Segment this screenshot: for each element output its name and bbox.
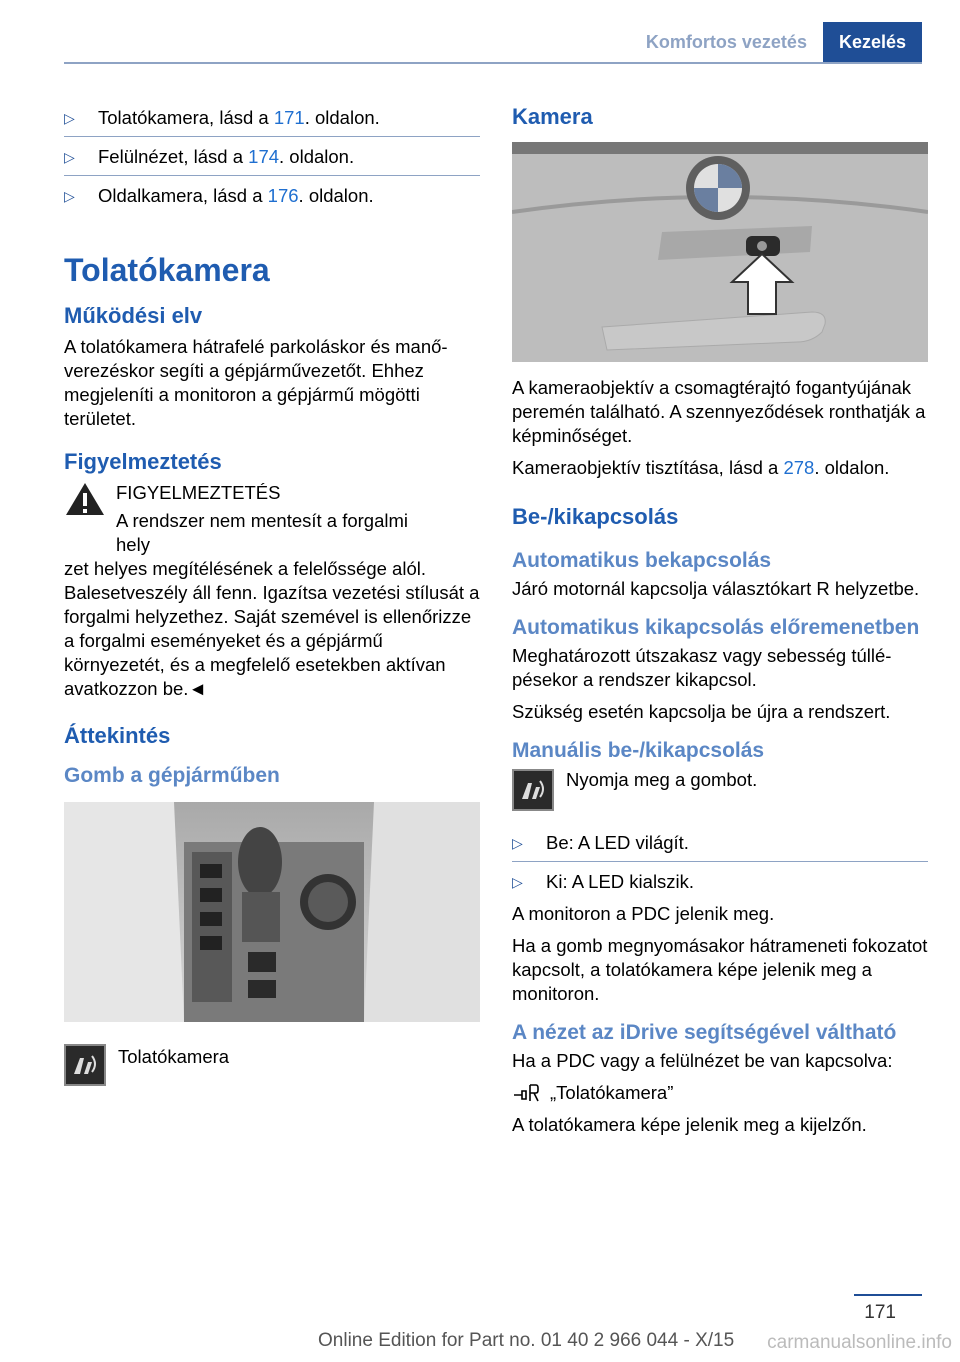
rear-camera-button-icon xyxy=(512,769,554,811)
auto-off-text1: Meghatározott útszakasz vagy sebesség túllépésekor a rendszer kikapcsol. xyxy=(512,645,892,690)
warning-text-first: A rendszer nem mentesít a forgalmi hely xyxy=(116,510,409,555)
menu-item-label[interactable]: „Tolatókamera” xyxy=(550,1082,674,1103)
header-divider xyxy=(64,62,922,64)
heading-on-off: Be-/kikapcsolás xyxy=(512,504,679,529)
heading-manual: Manuális be-/kikapcsolás xyxy=(512,739,765,762)
heading-camera: Kamera xyxy=(512,104,593,129)
right-column xyxy=(512,98,928,1145)
heading-auto-on: Automatikus bekapcsolás xyxy=(512,549,772,572)
footer xyxy=(0,1292,960,1362)
triangle-bullet-icon: ▷ xyxy=(64,110,75,126)
list-item xyxy=(512,862,928,902)
camera-location-image xyxy=(512,142,928,362)
triangle-bullet-icon: ▷ xyxy=(64,149,75,165)
edition-text: Online Edition for Part no. 01 40 2 966 044 - X/15 xyxy=(318,1330,735,1351)
list-item xyxy=(64,98,480,137)
camera-menu-icon xyxy=(512,1081,542,1105)
tab-operation[interactable]: Kezelés xyxy=(823,22,922,62)
list-item xyxy=(64,176,480,214)
list-item xyxy=(64,137,480,176)
cleaning-text xyxy=(512,456,928,480)
page-link[interactable]: 174 xyxy=(248,146,280,167)
menu-item-row xyxy=(512,1081,928,1105)
heading-auto-off: Automatikus kikapcsolás előremenetben xyxy=(512,616,920,639)
auto-on-text: Járó motornál kapcsolja választókart R helyzetbe. xyxy=(512,578,920,599)
reverse-text: Ha a gomb megnyomásakor hátrameneti fokozatot kapcsolt, a tolatókamera képe jelenik meg a monitoron. xyxy=(512,935,928,1004)
camera-text: A kameraobjektív a csomagtérajtó fogantyújának peremén található. A szennyeződések ronthatják a képminőséget. xyxy=(512,377,926,446)
header-tabs xyxy=(630,22,922,62)
idrive-text: Ha a PDC vagy a felülnézet be van kapcsolva: xyxy=(512,1050,893,1071)
display-text: A tolatókamera képe jelenik meg a kijelzőn. xyxy=(512,1114,867,1135)
cleaning-post: . oldalon. xyxy=(814,457,890,478)
list-item xyxy=(512,823,928,862)
heading-warning: Figyelmeztetés xyxy=(64,449,222,474)
warning-triangle-icon xyxy=(64,481,106,517)
heading-principle: Működési elv xyxy=(64,303,203,328)
press-button-row xyxy=(512,769,928,811)
warning-text: zet helyes megítélésének a felelőssége alól. Balesetveszély áll fenn. Igazítsa vezetési stílusát a forgalmi helyzethez. Saját szemével is ellenőrizze a forgalmi eseményeket és a gépjármű környezetét, és a megfelelő esetekben aktívan avatkozzon be.◄ xyxy=(64,558,480,699)
auto-off-text2: Szükség esetén kapcsolja be újra a rendszert. xyxy=(512,701,891,722)
page-number: 171 xyxy=(864,1302,896,1323)
bullet-text: . oldalon. xyxy=(279,146,355,167)
bullet-text: Tolatókamera, lásd a xyxy=(98,107,274,128)
heading-overview: Áttekintés xyxy=(64,723,171,748)
page-link[interactable]: 171 xyxy=(273,107,305,128)
bullet-text: Ki: A LED kialszik. xyxy=(546,871,695,892)
rear-camera-button-icon xyxy=(64,1044,106,1086)
center-console-image xyxy=(64,802,480,1022)
pdc-text: A monitoron a PDC jelenik meg. xyxy=(512,903,775,924)
tab-comfort-driving[interactable]: Komfortos vezetés xyxy=(630,22,823,62)
warning-block xyxy=(64,481,480,557)
footer-divider xyxy=(854,1294,922,1296)
press-text: Nyomja meg a gombot. xyxy=(566,769,758,790)
watermark: carmanualsonline.info xyxy=(767,1332,952,1353)
bullet-text: . oldalon. xyxy=(298,185,374,206)
triangle-bullet-icon: ▷ xyxy=(64,188,75,204)
triangle-bullet-icon: ▷ xyxy=(512,835,523,851)
bullet-text: Oldalkamera, lásd a xyxy=(98,185,268,206)
principle-text: A tolatókamera hátrafelé parkoláskor és manőverezéskor segíti a gépjárművezetőt. Ehhez megjeleníti a monitoron a gépjármű mögötti területet. xyxy=(64,336,448,429)
heading-button-in-vehicle: Gomb a gépjárműben xyxy=(64,764,280,787)
button-label: Tolatókamera xyxy=(118,1046,230,1067)
heading-idrive: A nézet az iDrive segítségével váltható xyxy=(512,1021,897,1044)
page-link[interactable]: 176 xyxy=(267,185,299,206)
left-column xyxy=(64,98,480,1098)
camera-button-row xyxy=(64,1044,480,1086)
bullet-text: Be: A LED világít. xyxy=(546,832,689,853)
bullet-text: . oldalon. xyxy=(304,107,380,128)
page-link[interactable]: 278 xyxy=(783,457,815,478)
page-title: Tolatókamera xyxy=(64,252,270,288)
cleaning-pre: Kameraobjektív tisztítása, lásd a xyxy=(512,457,784,478)
triangle-bullet-icon: ▷ xyxy=(512,874,523,890)
warning-title: FIGYELMEZTETÉS xyxy=(116,482,281,503)
bullet-text: Felülnézet, lásd a xyxy=(98,146,249,167)
